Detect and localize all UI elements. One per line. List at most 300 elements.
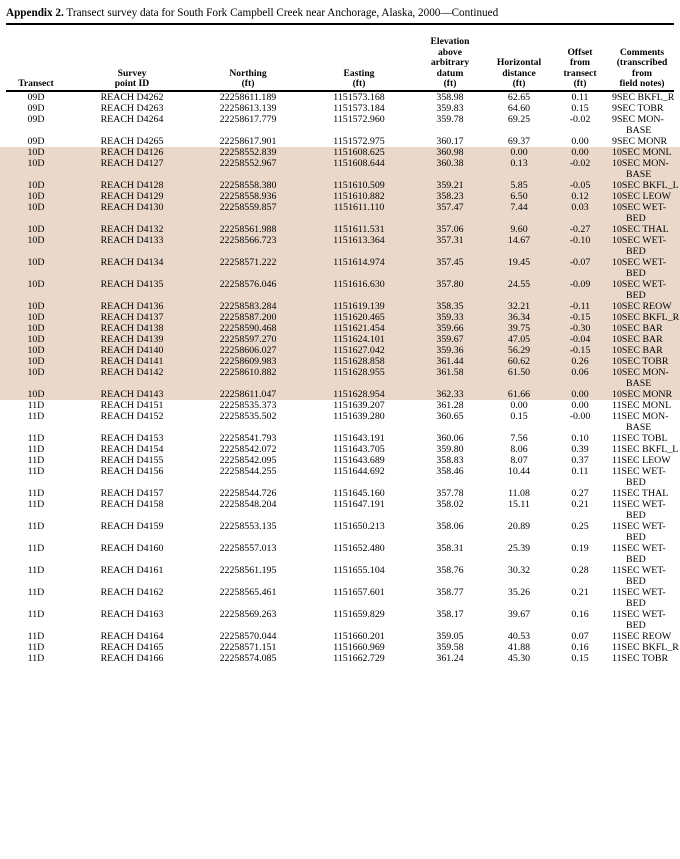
column-header-line: (ft) [512,78,526,90]
cell-transect: 10D [27,345,45,356]
cell-horizontal: 14.67 [507,235,531,246]
column-header-line: (ft) [443,78,457,90]
cell-offset: 0.21 [571,587,589,598]
cell-easting: 1151573.184 [333,103,385,114]
cell-offset: -0.04 [569,334,591,345]
cell-horizontal: 15.11 [508,499,530,510]
cell-point_id: REACH D4152 [100,411,164,422]
table-row[interactable] [0,191,680,202]
table-row[interactable] [0,653,680,664]
table-row[interactable] [0,103,680,114]
cell-horizontal: 7.56 [510,433,528,444]
cell-offset: 0.26 [571,356,589,367]
cell-point_id: REACH D4136 [100,301,164,312]
cell-point_id: REACH D4157 [100,488,164,499]
cell-comments-continuation: BED [626,268,646,279]
cell-transect: 09D [27,103,45,114]
cell-point_id: REACH D4135 [100,279,164,290]
table-row[interactable] [0,114,680,125]
cell-offset: 0.10 [571,433,589,444]
cell-northing: 22258552.839 [219,147,277,158]
column-header-line: (ft) [573,78,587,90]
cell-northing: 22258576.046 [219,279,277,290]
cell-comments: 11SEC MONL [612,400,672,411]
cell-northing: 22258553.135 [219,521,277,532]
caption-label: Appendix 2. [6,7,64,19]
cell-northing: 22258569.263 [219,609,277,620]
table-row[interactable] [0,312,680,323]
cell-comments: 10SEC MON- [612,158,669,169]
cell-comments: 10SEC LEOW [612,191,671,202]
cell-northing: 22258535.373 [219,400,277,411]
table-row[interactable] [0,235,680,246]
cell-elevation: 357.80 [436,279,464,290]
cell-horizontal: 20.89 [507,521,531,532]
cell-horizontal: 39.75 [507,323,531,334]
column-header-comments [604,48,680,90]
cell-comments: 9SEC MONR [612,136,668,147]
cell-horizontal: 62.65 [507,92,531,103]
cell-easting: 1151660.969 [333,642,385,653]
cell-easting: 1151647.191 [333,499,385,510]
cell-northing: 22258610.882 [219,367,277,378]
cell-offset: 0.11 [571,92,589,103]
cell-transect: 11D [27,587,45,598]
cell-easting: 1151643.705 [333,444,385,455]
cell-easting: 1151639.207 [333,400,385,411]
table-row[interactable] [0,180,680,191]
column-header-line: Offset [567,46,593,58]
cell-easting: 1151611.531 [333,224,385,235]
cell-point_id: REACH D4158 [100,499,164,510]
cell-point_id: REACH D4130 [100,202,164,213]
cell-elevation: 358.23 [436,191,464,202]
cell-easting: 1151628.858 [333,356,385,367]
cell-northing: 22258544.726 [219,488,277,499]
column-header-line: Comments [619,46,665,58]
cell-comments: 11SEC TOBL [612,433,668,444]
column-header-line: (ft) [352,78,366,90]
cell-point_id: REACH D4262 [100,92,164,103]
cell-comments: 9SEC BKFL_R [612,92,675,103]
table-row[interactable] [0,323,680,334]
column-header-line: above [438,46,462,58]
cell-easting: 1151645.160 [333,488,385,499]
cell-point_id: REACH D4141 [100,356,164,367]
cell-horizontal: 47.05 [507,334,531,345]
cell-point_id: REACH D4132 [100,224,164,235]
cell-offset: 0.11 [571,466,589,477]
table-row[interactable] [0,400,680,411]
table-row[interactable] [0,158,680,169]
cell-comments-continuation: BED [626,598,646,609]
cell-offset: 0.39 [571,444,589,455]
cell-comments: 11SEC BKFL_L [612,444,679,455]
cell-northing: 22258590.468 [219,323,277,334]
cell-horizontal: 5.85 [510,180,528,191]
table-row[interactable] [0,543,680,554]
cell-comments: 11SEC LEOW [612,455,671,466]
cell-northing: 22258542.095 [219,455,277,466]
table-row[interactable] [0,334,680,345]
cell-elevation: 358.35 [436,301,464,312]
cell-transect: 10D [27,202,45,213]
cell-elevation: 359.80 [436,444,464,455]
column-header-line: transect [563,67,597,79]
cell-northing: 22258552.967 [219,158,277,169]
cell-easting: 1151608.644 [333,158,385,169]
cell-easting: 1151659.829 [333,609,385,620]
table-row-continuation [0,422,680,433]
cell-easting: 1151627.042 [333,345,385,356]
cell-northing: 22258535.502 [219,411,277,422]
column-header-elevation [414,37,486,90]
cell-northing: 22258571.151 [219,642,277,653]
cell-comments-continuation: BED [626,554,646,565]
cell-offset: -0.05 [569,180,591,191]
cell-easting: 1151643.191 [333,433,385,444]
cell-horizontal: 35.26 [507,587,531,598]
cell-easting: 1151624.101 [333,334,385,345]
cell-comments: 10SEC MON- [612,367,669,378]
table-row-continuation [0,532,680,543]
cell-offset: 0.15 [571,103,589,114]
cell-horizontal: 64.60 [507,103,531,114]
column-header-line: Transect [18,78,54,90]
cell-northing: 22258548.204 [219,499,277,510]
cell-point_id: REACH D4137 [100,312,164,323]
column-header-line: arbitrary [430,57,470,69]
cell-comments-continuation: BED [626,532,646,543]
cell-offset: 0.15 [571,653,589,664]
cell-horizontal: 41.88 [507,642,531,653]
cell-elevation: 357.47 [436,202,464,213]
cell-easting: 1151619.139 [333,301,385,312]
cell-transect: 10D [27,312,45,323]
cell-northing: 22258570.044 [219,631,277,642]
cell-horizontal: 7.44 [510,202,528,213]
cell-comments: 10SEC MONL [612,147,672,158]
table-row-continuation [0,620,680,631]
cell-horizontal: 40.53 [507,631,531,642]
cell-transect: 11D [27,444,45,455]
cell-offset: 0.00 [571,147,589,158]
cell-elevation: 358.77 [436,587,464,598]
cell-offset: -0.09 [569,279,591,290]
cell-point_id: REACH D4134 [100,257,164,268]
cell-offset: 0.12 [571,191,589,202]
table-row[interactable] [0,411,680,422]
cell-comments-continuation: BASE [626,422,652,433]
cell-comments-continuation: BED [626,290,646,301]
cell-easting: 1151650.213 [333,521,385,532]
cell-transect: 11D [27,609,45,620]
cell-northing: 22258613.139 [219,103,277,114]
cell-point_id: REACH D4133 [100,235,164,246]
column-header-line: Horizontal [496,57,542,69]
cell-horizontal: 69.25 [507,114,531,125]
cell-elevation: 358.98 [436,92,464,103]
table-row[interactable] [0,136,680,147]
cell-transect: 11D [27,400,45,411]
cell-elevation: 361.28 [436,400,464,411]
cell-comments: 10SEC WET- [612,279,667,290]
cell-horizontal: 24.55 [507,279,531,290]
cell-horizontal: 45.30 [507,653,531,664]
cell-elevation: 359.33 [436,312,464,323]
table-caption [6,6,674,20]
table-row-continuation [0,290,680,301]
cell-easting: 1151639.280 [333,411,385,422]
cell-point_id: REACH D4161 [100,565,164,576]
cell-northing: 22258559.857 [219,202,277,213]
column-header-line: (transcribed [616,57,668,69]
cell-point_id: REACH D4166 [100,653,164,664]
cell-horizontal: 9.60 [510,224,528,235]
cell-point_id: REACH D4143 [100,389,164,400]
cell-northing: 22258574.085 [219,653,277,664]
table-row[interactable] [0,466,680,477]
column-header-line: Easting [343,67,375,79]
cell-transect: 11D [27,488,45,499]
column-header-point_id [72,69,192,90]
cell-easting: 1151628.955 [333,367,385,378]
cell-transect: 11D [27,631,45,642]
cell-transect: 10D [27,180,45,191]
cell-transect: 11D [27,466,45,477]
cell-northing: 22258611.189 [219,92,277,103]
cell-elevation: 360.65 [436,411,464,422]
cell-transect: 10D [27,356,45,367]
cell-transect: 09D [27,114,45,125]
cell-easting: 1151660.201 [333,631,385,642]
cell-transect: 11D [27,653,45,664]
cell-transect: 10D [27,147,45,158]
table-row[interactable] [0,499,680,510]
table-row[interactable] [0,224,680,235]
table-row[interactable] [0,356,680,367]
cell-comments: 10SEC BAR [612,345,663,356]
cell-point_id: REACH D4164 [100,631,164,642]
cell-northing: 22258583.284 [219,301,277,312]
table-row[interactable] [0,609,680,620]
cell-northing: 22258558.380 [219,180,277,191]
cell-comments: 11SEC REOW [612,631,672,642]
cell-offset: -0.00 [569,411,591,422]
cell-transect: 10D [27,389,45,400]
cell-northing: 22258544.255 [219,466,277,477]
table-row[interactable] [0,202,680,213]
cell-easting: 1151611.110 [333,202,385,213]
cell-northing: 22258566.723 [219,235,277,246]
cell-easting: 1151572.975 [333,136,385,147]
column-header-northing [192,69,304,90]
cell-offset: 0.16 [571,609,589,620]
table-row[interactable] [0,521,680,532]
cell-comments: 11SEC WET- [612,499,666,510]
cell-offset: 0.07 [571,631,589,642]
cell-horizontal: 0.15 [510,411,528,422]
cell-offset: -0.07 [569,257,591,268]
cell-easting: 1151608.625 [333,147,385,158]
cell-comments: 9SEC TOBR [612,103,664,114]
table-row[interactable] [0,147,680,158]
table-row[interactable] [0,444,680,455]
cell-transect: 11D [27,521,45,532]
cell-horizontal: 0.00 [510,147,528,158]
column-header-transect [0,79,72,90]
cell-northing: 22258609.983 [219,356,277,367]
table-row[interactable] [0,631,680,642]
cell-point_id: REACH D4163 [100,609,164,620]
cell-point_id: REACH D4126 [100,147,164,158]
cell-horizontal: 32.21 [507,301,531,312]
cell-comments-continuation: BASE [626,125,652,136]
table-row[interactable] [0,92,680,103]
cell-comments: 11SEC WET- [612,609,666,620]
table-row[interactable] [0,279,680,290]
cell-easting: 1151662.729 [333,653,385,664]
cell-offset: -0.02 [569,158,591,169]
cell-elevation: 361.58 [436,367,464,378]
cell-comments: 10SEC BAR [612,323,663,334]
cell-horizontal: 61.66 [507,389,531,400]
cell-transect: 11D [27,499,45,510]
cell-comments: 10SEC WET- [612,235,667,246]
cell-comments: 10SEC THAL [612,224,669,235]
cell-transect: 11D [27,543,45,554]
column-header-line: (ft) [241,78,255,90]
cell-elevation: 361.24 [436,653,464,664]
cell-point_id: REACH D4165 [100,642,164,653]
cell-elevation: 358.46 [436,466,464,477]
cell-horizontal: 0.00 [510,400,528,411]
cell-elevation: 357.45 [436,257,464,268]
table-row-continuation [0,246,680,257]
caption-text: Transect survey data for South Fork Campbell Creek near Anchorage, Alaska, 2000—Continued [63,7,499,19]
cell-northing: 22258561.195 [219,565,277,576]
cell-transect: 10D [27,367,45,378]
cell-offset: -0.30 [569,323,591,334]
table-row[interactable] [0,587,680,598]
table-row-continuation [0,598,680,609]
cell-offset: -0.02 [569,114,591,125]
table-row[interactable] [0,345,680,356]
table-row[interactable] [0,257,680,268]
column-header-line: datum [436,67,464,79]
cell-easting: 1151573.168 [333,92,385,103]
cell-elevation: 358.83 [436,455,464,466]
column-header-line: Elevation [430,36,470,48]
cell-elevation: 361.44 [436,356,464,367]
cell-northing: 22258611.047 [219,389,277,400]
cell-offset: 0.00 [571,389,589,400]
cell-comments-continuation: BED [626,213,646,224]
cell-northing: 22258617.779 [219,114,277,125]
table-row[interactable] [0,389,680,400]
cell-comments-continuation: BASE [626,378,652,389]
table-row[interactable] [0,367,680,378]
cell-northing: 22258587.200 [219,312,277,323]
cell-transect: 09D [27,136,45,147]
cell-offset: -0.27 [569,224,591,235]
cell-transect: 10D [27,257,45,268]
cell-easting: 1151613.364 [333,235,385,246]
cell-point_id: REACH D4138 [100,323,164,334]
table-row-continuation [0,169,680,180]
table-row[interactable] [0,301,680,312]
table-row-continuation [0,268,680,279]
cell-easting: 1151644.692 [333,466,385,477]
table-row[interactable] [0,642,680,653]
cell-comments: 11SEC WET- [612,565,666,576]
cell-comments: 10SEC REOW [612,301,672,312]
cell-point_id: REACH D4265 [100,136,164,147]
column-header-line: Survey [117,67,147,79]
table-row-continuation [0,554,680,565]
cell-elevation: 359.21 [436,180,464,191]
cell-horizontal: 69.37 [507,136,531,147]
cell-elevation: 360.38 [436,158,464,169]
cell-easting: 1151572.960 [333,114,385,125]
cell-transect: 10D [27,224,45,235]
cell-point_id: REACH D4127 [100,158,164,169]
table-row[interactable] [0,565,680,576]
column-header-line: point ID [114,78,150,90]
cell-easting: 1151657.601 [333,587,385,598]
table-row-continuation [0,576,680,587]
table-row[interactable] [0,488,680,499]
cell-elevation: 359.58 [436,642,464,653]
cell-point_id: REACH D4160 [100,543,164,554]
cell-elevation: 358.02 [436,499,464,510]
cell-comments: 10SEC MONR [612,389,673,400]
cell-horizontal: 19.45 [507,257,531,268]
cell-point_id: REACH D4159 [100,521,164,532]
cell-transect: 09D [27,92,45,103]
cell-offset: 0.25 [571,521,589,532]
cell-horizontal: 36.34 [507,312,531,323]
cell-transect: 10D [27,323,45,334]
table-header [0,24,680,90]
cell-elevation: 359.05 [436,631,464,642]
cell-elevation: 359.83 [436,103,464,114]
cell-northing: 22258558.936 [219,191,277,202]
cell-horizontal: 56.29 [507,345,531,356]
cell-easting: 1151610.882 [333,191,385,202]
cell-offset: 0.19 [571,543,589,554]
cell-easting: 1151610.509 [333,180,385,191]
cell-point_id: REACH D4155 [100,455,164,466]
table-row-continuation [0,477,680,488]
cell-point_id: REACH D4153 [100,433,164,444]
table-row[interactable] [0,433,680,444]
table-row-continuation [0,213,680,224]
cell-offset: 0.21 [571,499,589,510]
cell-transect: 11D [27,455,45,466]
cell-elevation: 359.78 [436,114,464,125]
cell-comments: 10SEC BKFL_R [612,312,680,323]
cell-easting: 1151616.630 [333,279,385,290]
table-row[interactable] [0,455,680,466]
cell-point_id: REACH D4128 [100,180,164,191]
cell-offset: 0.00 [571,400,589,411]
cell-offset: -0.11 [569,301,591,312]
cell-comments: 10SEC BAR [612,334,663,345]
column-header-line: from [631,67,653,79]
cell-point_id: REACH D4264 [100,114,164,125]
cell-point_id: REACH D4263 [100,103,164,114]
